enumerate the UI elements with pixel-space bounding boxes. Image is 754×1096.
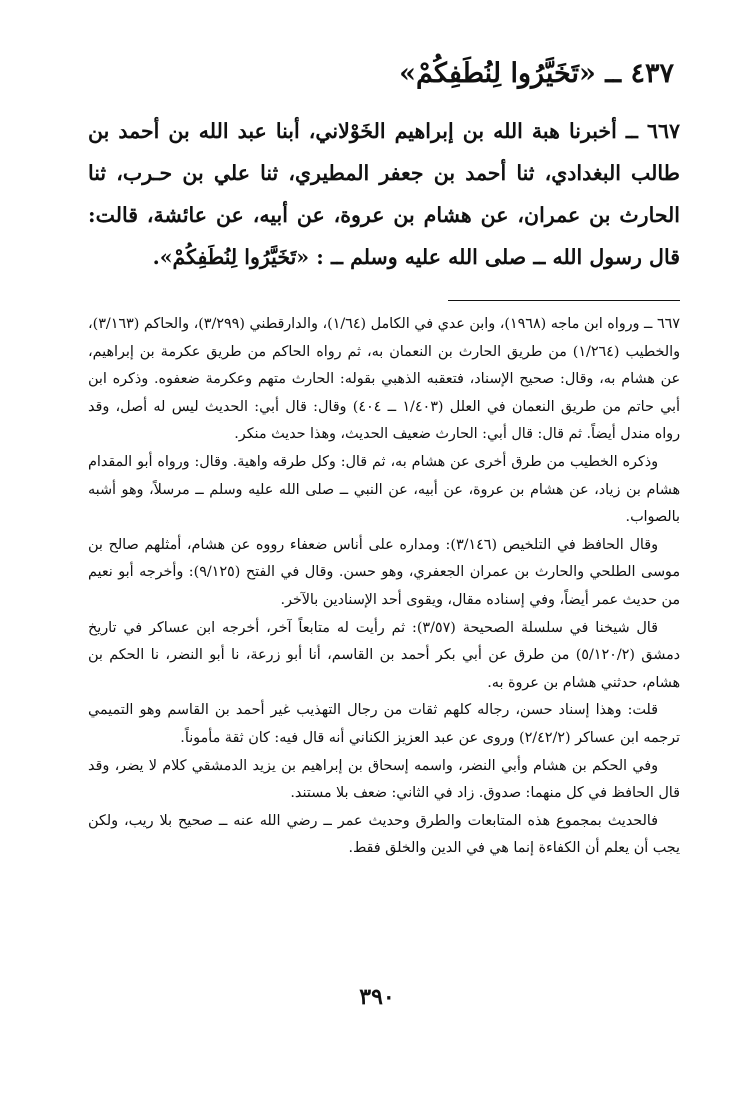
footnote-paragraph: فالحديث بمجموع هذه المتابعات والطرق وحديث عمر ــ رضي الله عنه ــ صحيح بلا ريب، ولكن يجب أن يعلم أن الكفاءة إنما هي في الدين والخلق فقط. — [88, 812, 680, 857]
footnote-paragraph: وقال الحافظ في التلخيص (٣/١٤٦): ومداره على أناس ضعفاء رووه عن هشام، أمثلهم صالح بن موسى الطلحي والحارث بن عمران الجعفري، وهو حسن. وقال في الفتح (٩/١٢٥): وأخرجه أبو نعيم من حديث عمر أيضاً، وفي إسناده مقال، ويقوى أحد الإسنادين بالآخر. — [88, 536, 680, 608]
page-content — [88, 52, 680, 863]
footnote-paragraph: قال شيخنا في سلسلة الصحيحة (٣/٥٧): ثم رأيت له متابعاً آخر، أخرجه ابن عساكر في تاريخ دمشق (٥/١٢٠/٢) من طرق عن أبي بكر أحمد بن القاسم، أنا أبو زرعة، نا أبو النضر، نا الحكم بن هشام، حدثني هشام بن عروة به. — [88, 619, 680, 691]
footnotes — [88, 311, 680, 863]
footnote-separator — [448, 300, 680, 301]
footnote-paragraph: وفي الحكم بن هشام وأبي النضر، واسمه إسحاق بن إبراهيم بن يزيد الدمشقي كلام لا يضر، وقد قال الحافظ في كل منهما: صدوق. زاد في الثاني: ضعف بلا مستند. — [88, 757, 680, 802]
hadith-text: ٦٦٧ ــ أخبرنا هبة الله بن إبراهيم الخَوْلاني، أبنا عبد الله بن أحمد بن طالب البغدادي، ثنا أحمد بن جعفر المطيري، ثنا علي بن حـرب، ثنا الحارث بن عمران، عن هشام بن عروة، عن أبيه، عن عائشة، قالت: قال رسول الله ــ صلى الله عليه وسلم ــ : «تَخَيَّرُوا لِنُطَفِكُمْ». — [88, 119, 680, 269]
chapter-heading: ٤٣٧ ــ «تَخَيَّرُوا لِنُطَفِكُمْ» — [399, 58, 674, 89]
page-number: ٣٩٠ — [359, 984, 395, 1010]
footnote-paragraph: وذكره الخطيب من طرق أخرى عن هشام به، ثم قال: وكل طرقه واهية. وقال: ورواه أبو المقدام هشام بن زياد، عن هشام بن عروة، عن أبيه، عن النبي ــ صلى الله عليه وسلم ــ مرسلاً، وهو أشبه بالصواب. — [88, 453, 680, 526]
footnote-paragraph: ٦٦٧ ــ ورواه ابن ماجه (١٩٦٨)، وابن عدي في الكامل (١/٦٤)، والدارقطني (٣/٢٩٩)، والحاكم (٣/١٦٣)، والخطيب (١/٢٦٤) من طريق الحارث بن النعمان به، ثم رواه الحاكم من طريق عكرمة بن إبراهيم، عن هشام به، وقال: صحيح الإسناد، فتعقبه الذهبي بقوله: الحارث متهم وعكرمة ضعفوه. وذكره ابن أبي حاتم من طريق النعمان في العلل (١/٤٠٣ ــ ٤٠٤) وقال: قال أبي: الحديث ليس له أصل، وقد رواه مندل أيضاً. ثم قال: قال أبي: الحارث ضعيف الحديث، وهذا حديث منكر. — [88, 316, 681, 443]
footnote-paragraph: قلت: وهذا إسناد حسن، رجاله كلهم ثقات من رجال التهذيب غير أحمد بن القاسم وهو التميمي ترجمه ابن عساكر (٢/٤٢/٢) وروى عن عبد العزيز الكناني أنه قال فيه: كان ثقة مأموناً. — [88, 702, 680, 746]
